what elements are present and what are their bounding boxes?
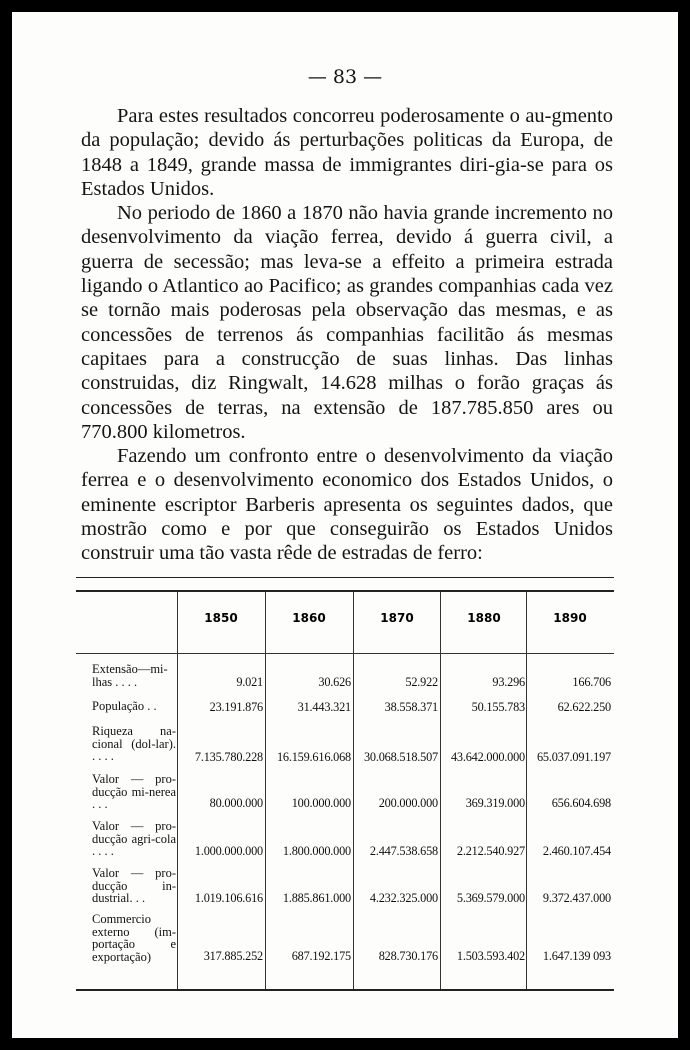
table-header-rule bbox=[76, 653, 614, 654]
row-label: Extensão—mi-lhas . . . . bbox=[92, 662, 168, 689]
row-label: Valor — pro-ducção agri-cola . . . . bbox=[92, 819, 176, 858]
paragraph-1: Para estes resultados concorreu poderosamente o au-gmento da população; devido ás perturbações politicas da Europa, de 1848 a 1849, grande massa de immigrantes diri-gia-se para os Estados Unidos. bbox=[81, 105, 613, 200]
table-cell: 7.135.780.228 bbox=[194, 750, 263, 764]
table-rule-top bbox=[76, 577, 614, 578]
table-cell: 1.503.593.402 bbox=[456, 949, 525, 963]
table-cell: 828.730.176 bbox=[378, 949, 438, 963]
column-divider bbox=[526, 592, 527, 989]
table-cell: 93.296 bbox=[492, 675, 525, 689]
table-cell: 5.369.579.000 bbox=[456, 891, 525, 905]
table-cell: 80.000.000 bbox=[209, 796, 263, 810]
table-cell: 317.885.252 bbox=[203, 949, 263, 963]
table-cell: 100.000.000 bbox=[291, 796, 351, 810]
column-divider bbox=[440, 592, 441, 989]
row-label: Valor — pro-ducção in-dustrial. . . bbox=[92, 866, 176, 905]
table-cell: 30.068.518.507 bbox=[363, 750, 438, 764]
table-rule-bottom bbox=[76, 989, 614, 991]
table-cell: 1.019.106.616 bbox=[194, 891, 263, 905]
column-divider bbox=[177, 592, 178, 989]
table-cell: 31.443.321 bbox=[297, 700, 351, 714]
table-cell: 369.319.000 bbox=[465, 796, 525, 810]
table-cell: 2.212.540.927 bbox=[456, 844, 525, 858]
table-cell: 38.558.371 bbox=[384, 700, 438, 714]
table-cell: 30.626 bbox=[318, 675, 351, 689]
table-cell: 166.706 bbox=[572, 675, 611, 689]
page-number: — 83 — bbox=[307, 66, 383, 88]
table-cell: 687.192.175 bbox=[291, 949, 351, 963]
year-header: 1890 bbox=[553, 611, 587, 625]
row-label: Riqueza na-cional (dol-lar). . . . . bbox=[92, 724, 176, 763]
column-divider bbox=[353, 592, 354, 989]
paragraph-2: No periodo de 1860 a 1870 não havia grande incremento no desenvolvimento da viação ferrea, devido á guerra civil, a guerra de secessão; mas leva-se a effeito a primeira estrada ligando o Atlantico ao Pacifico; as grandes companhias cada vez se tornão mais poderosas pela observação das mesmas, e as concessões de terrenos ás companhias facilitão ás mesmas capitaes para a construcção de suas linhas. Das linhas construidas, diz Ringwalt, 14.628 milhas o forão graças ás concessões de terras, na extensão de 187.785.850 ares ou 770.800 kilometros. bbox=[81, 202, 613, 443]
table-cell: 656.604.698 bbox=[551, 796, 611, 810]
table-cell: 1.000.000.000 bbox=[194, 844, 263, 858]
table-rule-top-thick bbox=[76, 590, 614, 592]
table-cell: 200.000.000 bbox=[378, 796, 438, 810]
year-header: 1870 bbox=[380, 611, 414, 625]
row-label: População . . bbox=[92, 699, 157, 713]
table-cell: 43.642.000.000 bbox=[450, 750, 525, 764]
table-cell: 1.647.139 093 bbox=[542, 949, 611, 963]
paragraph-3: Fazendo um confronto entre o desenvolvimento da viação ferrea e o desenvolvimento economico dos Estados Unidos, o eminente escriptor Barberis apresenta os seguintes dados, que mostrão como e por que conseguirão os Estados Unidos construir uma tão vasta rêde de estradas de ferro: bbox=[81, 445, 613, 565]
row-label: Valor — pro-ducção mi-nerea . . . bbox=[92, 772, 176, 811]
year-header: 1860 bbox=[292, 611, 326, 625]
table-cell: 2.460.107.454 bbox=[542, 844, 611, 858]
table-cell: 2.447.538.658 bbox=[369, 844, 438, 858]
table-cell: 1.800.000.000 bbox=[282, 844, 351, 858]
table-cell: 65.037.091.197 bbox=[536, 750, 611, 764]
table-cell: 16.159.616.068 bbox=[276, 750, 351, 764]
table-cell: 9.372.437.000 bbox=[542, 891, 611, 905]
column-divider bbox=[265, 592, 266, 989]
table-cell: 52.922 bbox=[405, 675, 438, 689]
body-text bbox=[81, 104, 613, 566]
year-header: 1850 bbox=[204, 611, 238, 625]
year-header: 1880 bbox=[467, 611, 501, 625]
table-cell: 1.885.861.000 bbox=[282, 891, 351, 905]
table-cell: 62.622.250 bbox=[557, 700, 611, 714]
table-cell: 9.021 bbox=[236, 675, 263, 689]
document-page bbox=[12, 12, 678, 1038]
table-cell: 23.191.876 bbox=[209, 700, 263, 714]
row-label: Commercio externo (im-portação e exportação) bbox=[92, 912, 176, 964]
table-cell: 4.232.325.000 bbox=[369, 891, 438, 905]
table-cell: 50.155.783 bbox=[471, 700, 525, 714]
